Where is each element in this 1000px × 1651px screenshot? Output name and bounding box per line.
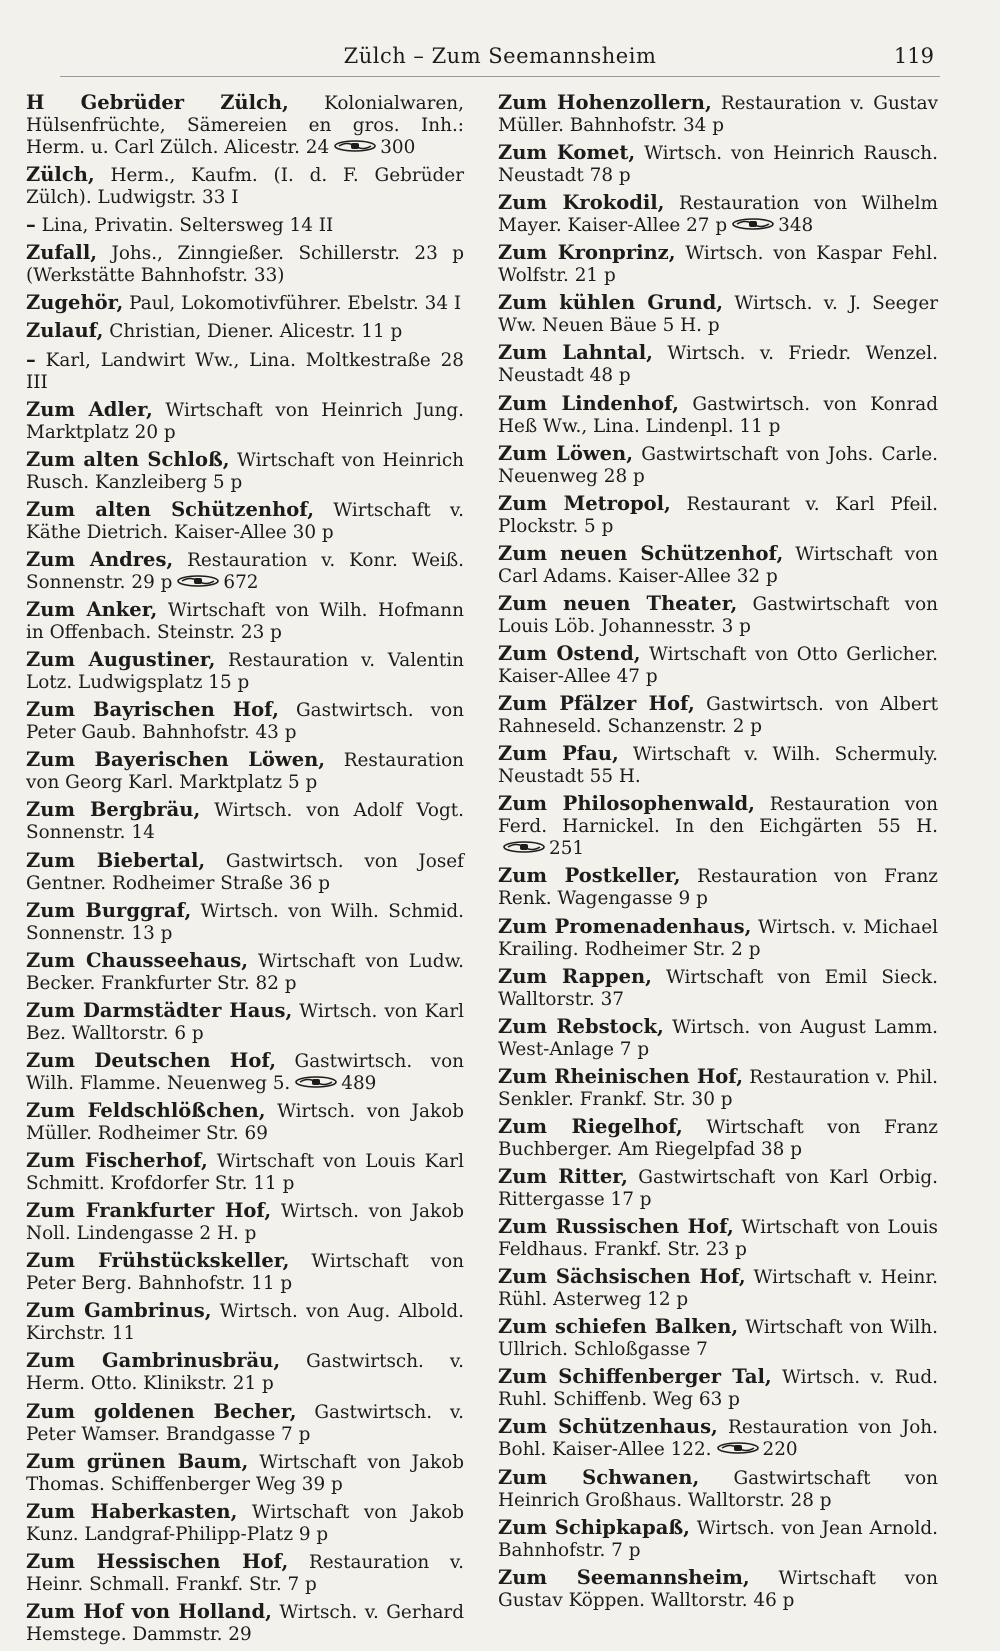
- directory-entry: [26, 349, 464, 394]
- directory-entry: [26, 1000, 464, 1045]
- directory-entry: [26, 850, 464, 895]
- entry-name: Zum Anker,: [26, 598, 158, 622]
- directory-entry: [26, 1501, 464, 1546]
- entry-details: Wirtsch. v. Friedr. Wenzel. Neustadt 48 p: [498, 343, 938, 387]
- entry-details: Restauration v. Valentin Lotz. Ludwigsplatz 15 p: [26, 650, 464, 694]
- directory-entry: [498, 1266, 938, 1311]
- right-column: [498, 92, 938, 1617]
- entry-name: Zum Rappen,: [498, 964, 652, 988]
- directory-entry: [26, 900, 464, 945]
- directory-entry: [498, 1066, 938, 1111]
- entry-details: Herm., Kaufm. (I. d. F. Gebrüder Zülch). Ludwigstr. 33 I: [26, 165, 464, 209]
- entry-details: Restauration v. Heinr. Schmall. Frankf. Str. 7 p: [26, 1551, 464, 1595]
- entry-details: Wirtsch. von August Lamm. West-Anlage 7 p: [498, 1016, 938, 1060]
- directory-entry: [26, 649, 464, 694]
- phone-number: 489: [341, 1072, 377, 1094]
- entry-name: Zum Schiffenberger Tal,: [498, 1365, 772, 1389]
- entry-name: Zugehör,: [26, 291, 124, 315]
- entry-details: Wirtsch. von Aug. Albold. Kirchstr. 11: [26, 1301, 464, 1345]
- directory-entry: [26, 1350, 464, 1395]
- directory-entry: [498, 1467, 938, 1512]
- directory-entry: [498, 966, 938, 1011]
- entry-name: Zum Hof von Holland,: [26, 1599, 272, 1623]
- entry-details: Restaurant v. Karl Pfeil. Plockstr. 5 p: [498, 493, 938, 537]
- entry-details: Gastwirtsch. von Albert Rahneseld. Schanzenstr. 2 p: [498, 694, 938, 738]
- entry-name: Zum Darmstädter Haus,: [26, 998, 293, 1022]
- entry-name: Zum Gambrinus,: [26, 1299, 212, 1323]
- directory-entry: [498, 593, 938, 638]
- entry-details: Wirtschaft von Wilh. Ullrich. Schloßgasse 7: [498, 1317, 938, 1361]
- entry-name: Zum Feldschlößchen,: [26, 1098, 266, 1122]
- entry-details: Gastwirtschaft von Karl Orbig. Rittergasse 17 p: [498, 1166, 938, 1210]
- entry-details: Wirtschaft von Heinrich Rusch. Kanzleiberg 5 p: [26, 449, 464, 493]
- entry-phone: [727, 215, 813, 236]
- directory-entry: [26, 292, 464, 315]
- entry-details: Wirtschaft von Wilh. Hofmann in Offenbach. Steinstr. 23 p: [26, 600, 464, 644]
- phone-number: 348: [778, 215, 814, 237]
- entry-name: Zufall,: [26, 241, 98, 265]
- directory-entry: [498, 1116, 938, 1161]
- entry-details: Wirtschaft v. Heinr. Rühl. Asterweg 12 p: [498, 1267, 938, 1311]
- entry-details: Restauration v. Phil. Senkler. Frankf. Str. 30 p: [498, 1066, 938, 1110]
- entry-name: Zum Lindenhof,: [498, 391, 679, 415]
- entry-name: Zum Burggraf,: [26, 898, 192, 922]
- entry-details: Wirtsch. von Jakob Noll. Lindengasse 2 H. p: [26, 1201, 464, 1245]
- directory-entry: [498, 1416, 938, 1461]
- entry-details: Gastwirtschaft von Louis Löb. Johannesstr. 3 p: [498, 593, 938, 637]
- entry-name: Zum Seemannsheim,: [498, 1565, 750, 1589]
- entry-name: Zum Bergbräu,: [26, 798, 201, 822]
- entry-details: Wirtschaft von Jakob Thomas. Schiffenberger Weg 39 p: [26, 1451, 464, 1495]
- entry-name: Zum Schwanen,: [498, 1465, 700, 1489]
- directory-entry: [26, 92, 464, 159]
- directory-entry: [498, 1366, 938, 1411]
- directory-entry: [498, 192, 938, 237]
- entry-details: Wirtsch. von Wilh. Schmid. Sonnenstr. 13 p: [26, 900, 464, 944]
- entry-name: Zum Pfau,: [498, 742, 619, 766]
- entry-details: Wirtschaft von Otto Gerlicher. Kaiser-Allee 47 p: [498, 644, 938, 688]
- entry-name: Zum Chausseehaus,: [26, 948, 249, 972]
- entry-name: Zum Andres,: [26, 547, 174, 571]
- entry-details: Wirtschaft von Ludw. Becker. Frankfurter Str. 82 p: [26, 950, 464, 994]
- entry-details: Gastwirtsch. von Josef Gentner. Rodheimer Straße 36 p: [26, 850, 464, 894]
- entry-name: Zum kühlen Grund,: [498, 291, 724, 315]
- directory-entry: [498, 493, 938, 538]
- entry-name: Zum Augustiner,: [26, 648, 216, 672]
- entry-name: Zum Frankfurter Hof,: [26, 1199, 272, 1223]
- directory-entry: [498, 342, 938, 387]
- entry-name: Zum Löwen,: [498, 441, 634, 465]
- entry-name: Zum Hohenzollern,: [498, 91, 712, 114]
- entry-name: Zum Rebstock,: [498, 1014, 664, 1038]
- entry-details: Wirtschaft von Jakob Kunz. Landgraf-Philipp-Platz 9 p: [26, 1501, 464, 1545]
- entry-phone: [712, 1439, 798, 1460]
- entry-phone: [498, 838, 584, 859]
- entry-details: Wirtschaft v. Wilh. Schermuly. Neustadt 55 H.: [498, 744, 938, 788]
- entry-phone: [290, 1073, 376, 1094]
- entry-name: Zum Krokodil,: [498, 191, 665, 215]
- telephone-icon: [176, 575, 220, 587]
- directory-entry: [498, 1216, 938, 1261]
- entry-details: Wirtschaft von Louis Feldhaus. Frankf. Str. 23 p: [498, 1217, 938, 1261]
- entry-details: Johs., Zinngießer. Schillerstr. 23 p (Werkstätte Bahnhofstr. 33): [26, 243, 464, 287]
- directory-entry: [498, 292, 938, 337]
- entry-name: Zum Schützenhaus,: [498, 1415, 718, 1439]
- directory-entry: [498, 865, 938, 910]
- directory-entry: [26, 242, 464, 287]
- phone-number: 220: [762, 1439, 798, 1461]
- entry-details: Wirtschaft von Franz Buchberger. Am Riegelpfad 38 p: [498, 1116, 938, 1160]
- entry-name: Zum Kronprinz,: [498, 241, 676, 265]
- directory-entry: [26, 599, 464, 644]
- entry-details: Restauration von Joh. Bohl. Kaiser-Allee 122.: [498, 1417, 938, 1461]
- entry-details: Restauration von Franz Renk. Wagengasse 9 p: [498, 866, 938, 910]
- entry-phone: [329, 137, 415, 158]
- directory-entry: [498, 393, 938, 438]
- directory-entry: [26, 214, 464, 237]
- entry-details: Restauration von Georg Karl. Marktplatz 5 p: [26, 750, 464, 794]
- entry-details: Gastwirtschaft von Johs. Carle. Neuenweg 28 p: [498, 443, 938, 487]
- entry-name: Zum Philosophenwald,: [498, 792, 755, 816]
- entry-name: Zum Riegelhof,: [498, 1114, 683, 1138]
- directory-entry: [26, 1150, 464, 1195]
- directory-entry: [26, 1300, 464, 1345]
- directory-entry: [26, 799, 464, 844]
- entry-name: Zum Russischen Hof,: [498, 1215, 734, 1239]
- entry-name: Zum neuen Theater,: [498, 591, 738, 615]
- entry-details: Lina, Privatin. Seltersweg 14 II: [41, 215, 334, 237]
- entry-details: Wirtsch. v. Rud. Ruhl. Schiffenb. Weg 63 p: [498, 1367, 939, 1411]
- page-number: 119: [893, 44, 934, 68]
- entry-name: Zum Komet,: [498, 141, 636, 165]
- directory-entry: [26, 399, 464, 444]
- entry-details: Wirtsch. von Jean Arnold. Bahnhofstr. 7 p: [498, 1517, 939, 1561]
- entry-details: Wirtsch. von Jakob Müller. Rodheimer Str. 69: [26, 1100, 464, 1144]
- directory-entry: [498, 916, 938, 961]
- entry-name: Zum Haberkasten,: [26, 1499, 238, 1523]
- entry-name: Zum schiefen Balken,: [498, 1315, 739, 1339]
- entry-name: Zum Lahntal,: [498, 341, 653, 365]
- entry-details: Christian, Diener. Alicestr. 11 p: [109, 321, 403, 343]
- telephone-icon: [731, 218, 775, 230]
- entry-name: Zülch,: [26, 163, 95, 187]
- page-header: [60, 40, 940, 77]
- telephone-icon: [333, 140, 377, 152]
- entry-name: Zum Deutschen Hof,: [26, 1048, 277, 1072]
- entry-details: Paul, Lokomotivführer. Ebelstr. 34 I: [129, 293, 462, 315]
- directory-entry: [26, 1401, 464, 1446]
- entry-phone: [172, 572, 258, 593]
- entry-name: Zum Postkeller,: [498, 864, 681, 888]
- directory-entry: [26, 1200, 464, 1245]
- directory-entry: [498, 1016, 938, 1061]
- entry-name: Zum neuen Schützenhof,: [498, 541, 784, 565]
- entry-name: Zum Ritter,: [498, 1164, 628, 1188]
- directory-entry: [26, 699, 464, 744]
- entry-name: H Gebrüder Zülch,: [26, 91, 289, 114]
- entry-name: Zum alten Schloß,: [26, 447, 230, 471]
- entry-name: Zum Hessischen Hof,: [26, 1549, 289, 1573]
- entry-name: Zulauf,: [26, 319, 104, 343]
- entry-details: Wirtsch. v. Gerhard Hemstege. Dammstr. 29: [26, 1601, 464, 1645]
- entry-name: Zum Schipkapaß,: [498, 1515, 690, 1539]
- phone-number: 300: [380, 137, 416, 158]
- directory-entry: [26, 950, 464, 995]
- entry-details: Wirtsch. von Karl Bez. Walltorstr. 6 p: [26, 1000, 464, 1044]
- directory-entry: [26, 1050, 464, 1095]
- directory-entry: [498, 1166, 938, 1211]
- entry-details: Restauration von Ferd. Harnickel. In den Eichgärten 55 H.: [498, 794, 938, 838]
- entry-name: Zum Adler,: [26, 397, 153, 421]
- entry-details: Wirtschaft von Louis Karl Schmitt. Krofdorfer Str. 11 p: [26, 1151, 464, 1195]
- entry-name: Zum grünen Baum,: [26, 1449, 249, 1473]
- entry-name: Zum Metropol,: [498, 491, 671, 515]
- entry-details: Gastwirtsch. von Wilh. Flamme. Neuenweg 5.: [26, 1050, 464, 1094]
- entry-name: Zum Promenadenhaus,: [498, 914, 752, 938]
- entry-details: Wirtsch. v. J. Seeger Ww. Neuen Bäue 5 H. p: [498, 293, 938, 337]
- entry-name: Zum Gambrinusbräu,: [26, 1349, 281, 1373]
- telephone-icon: [502, 841, 546, 853]
- directory-entry: [498, 242, 938, 287]
- running-head: Zülch – Zum Seemannsheim: [343, 44, 657, 68]
- directory-entry: [498, 1567, 938, 1612]
- entry-details: Wirtsch. von Heinrich Rausch. Neustadt 78 p: [498, 143, 938, 187]
- phone-number: 251: [549, 838, 585, 860]
- entry-details: Wirtsch. v. Michael Krailing. Rodheimer Str. 2 p: [498, 916, 938, 960]
- entry-name: –: [26, 347, 36, 371]
- directory-entry: [498, 793, 938, 860]
- directory-entry: [26, 320, 464, 343]
- entry-name: Zum Rheinischen Hof,: [498, 1064, 744, 1088]
- entry-name: Zum Ostend,: [498, 642, 641, 666]
- directory-entry: [498, 92, 938, 137]
- directory-entry: [26, 1250, 464, 1295]
- entry-name: Zum Bayrischen Hof,: [26, 698, 279, 722]
- directory-entry: [26, 1601, 464, 1646]
- entry-details: Wirtschaft von Peter Berg. Bahnhofstr. 11 p: [26, 1251, 464, 1295]
- entry-name: Zum Frühstückskeller,: [26, 1249, 290, 1273]
- entry-details: Wirtschaft von Emil Sieck. Walltorstr. 37: [498, 966, 938, 1010]
- entry-details: Gastwirtsch. von Peter Gaub. Bahnhofstr. 43 p: [26, 700, 464, 744]
- entry-name: –: [26, 213, 36, 237]
- directory-entry: [498, 1517, 938, 1562]
- phone-number: 672: [223, 571, 259, 593]
- entry-name: Zum Fischerhof,: [26, 1149, 208, 1173]
- directory-entry: [498, 693, 938, 738]
- directory-entry: [498, 543, 938, 588]
- entry-details: Wirtschaft von Gustav Köppen. Walltorstr. 46 p: [498, 1567, 938, 1611]
- directory-entry: [26, 549, 464, 594]
- telephone-icon: [716, 1442, 760, 1454]
- entry-details: Restauration v. Konr. Weiß. Sonnenstr. 29 p: [26, 549, 464, 593]
- directory-entry: [498, 1316, 938, 1361]
- entry-name: Zum Bayerischen Löwen,: [26, 748, 326, 772]
- directory-entry: [26, 1100, 464, 1145]
- entry-name: Zum Biebertal,: [26, 848, 206, 872]
- entry-name: Zum Pfälzer Hof,: [498, 692, 695, 716]
- directory-entry: [26, 749, 464, 794]
- entry-details: Restauration von Wilhelm Mayer. Kaiser-Allee 27 p: [498, 193, 938, 237]
- directory-entry: [26, 1451, 464, 1496]
- entry-details: Gastwirtsch. v. Peter Wamser. Brandgasse 7 p: [26, 1401, 464, 1445]
- entry-details: Wirtschaft von Heinrich Jung. Marktplatz 20 p: [26, 399, 465, 443]
- entry-details: Restauration v. Gustav Müller. Bahnhofstr. 34 p: [498, 93, 938, 136]
- directory-entry: [26, 164, 464, 209]
- entry-details: Wirtsch. von Kaspar Fehl. Wolfstr. 21 p: [498, 243, 938, 287]
- entry-name: Zum goldenen Becher,: [26, 1399, 297, 1423]
- directory-entry: [26, 449, 464, 494]
- directory-entry: [498, 743, 938, 788]
- entry-details: Wirtschaft von Carl Adams. Kaiser-Allee 32 p: [498, 543, 938, 587]
- directory-entry: [498, 443, 938, 488]
- directory-entry: [26, 499, 464, 544]
- entry-details: Gastwirtschaft von Heinrich Großhaus. Walltorstr. 28 p: [498, 1467, 938, 1511]
- directory-entry: [498, 643, 938, 688]
- entry-name: Zum alten Schützenhof,: [26, 497, 315, 521]
- entry-details: Gastwirtsch. von Konrad Heß Ww., Lina. Lindenpl. 11 p: [498, 393, 938, 437]
- left-column: [26, 92, 464, 1651]
- entry-details: Karl, Landwirt Ww., Lina. Moltkestraße 28 III: [26, 349, 464, 393]
- entry-name: Zum Sächsischen Hof,: [498, 1265, 746, 1289]
- entry-details: Kolonialwaren, Hülsenfrüchte, Sämereien en gros. Inh.: Herm. u. Carl Zülch. Alicestr. 24: [26, 93, 464, 158]
- entry-details: Wirtschaft v. Käthe Dietrich. Kaiser-Allee 30 p: [26, 499, 464, 543]
- directory-entry: [498, 142, 938, 187]
- telephone-icon: [294, 1076, 338, 1088]
- directory-entry: [26, 1551, 464, 1596]
- entry-details: Wirtsch. von Adolf Vogt. Sonnenstr. 14: [26, 800, 464, 844]
- entry-details: Gastwirtsch. v. Herm. Otto. Klinikstr. 21 p: [26, 1351, 464, 1395]
